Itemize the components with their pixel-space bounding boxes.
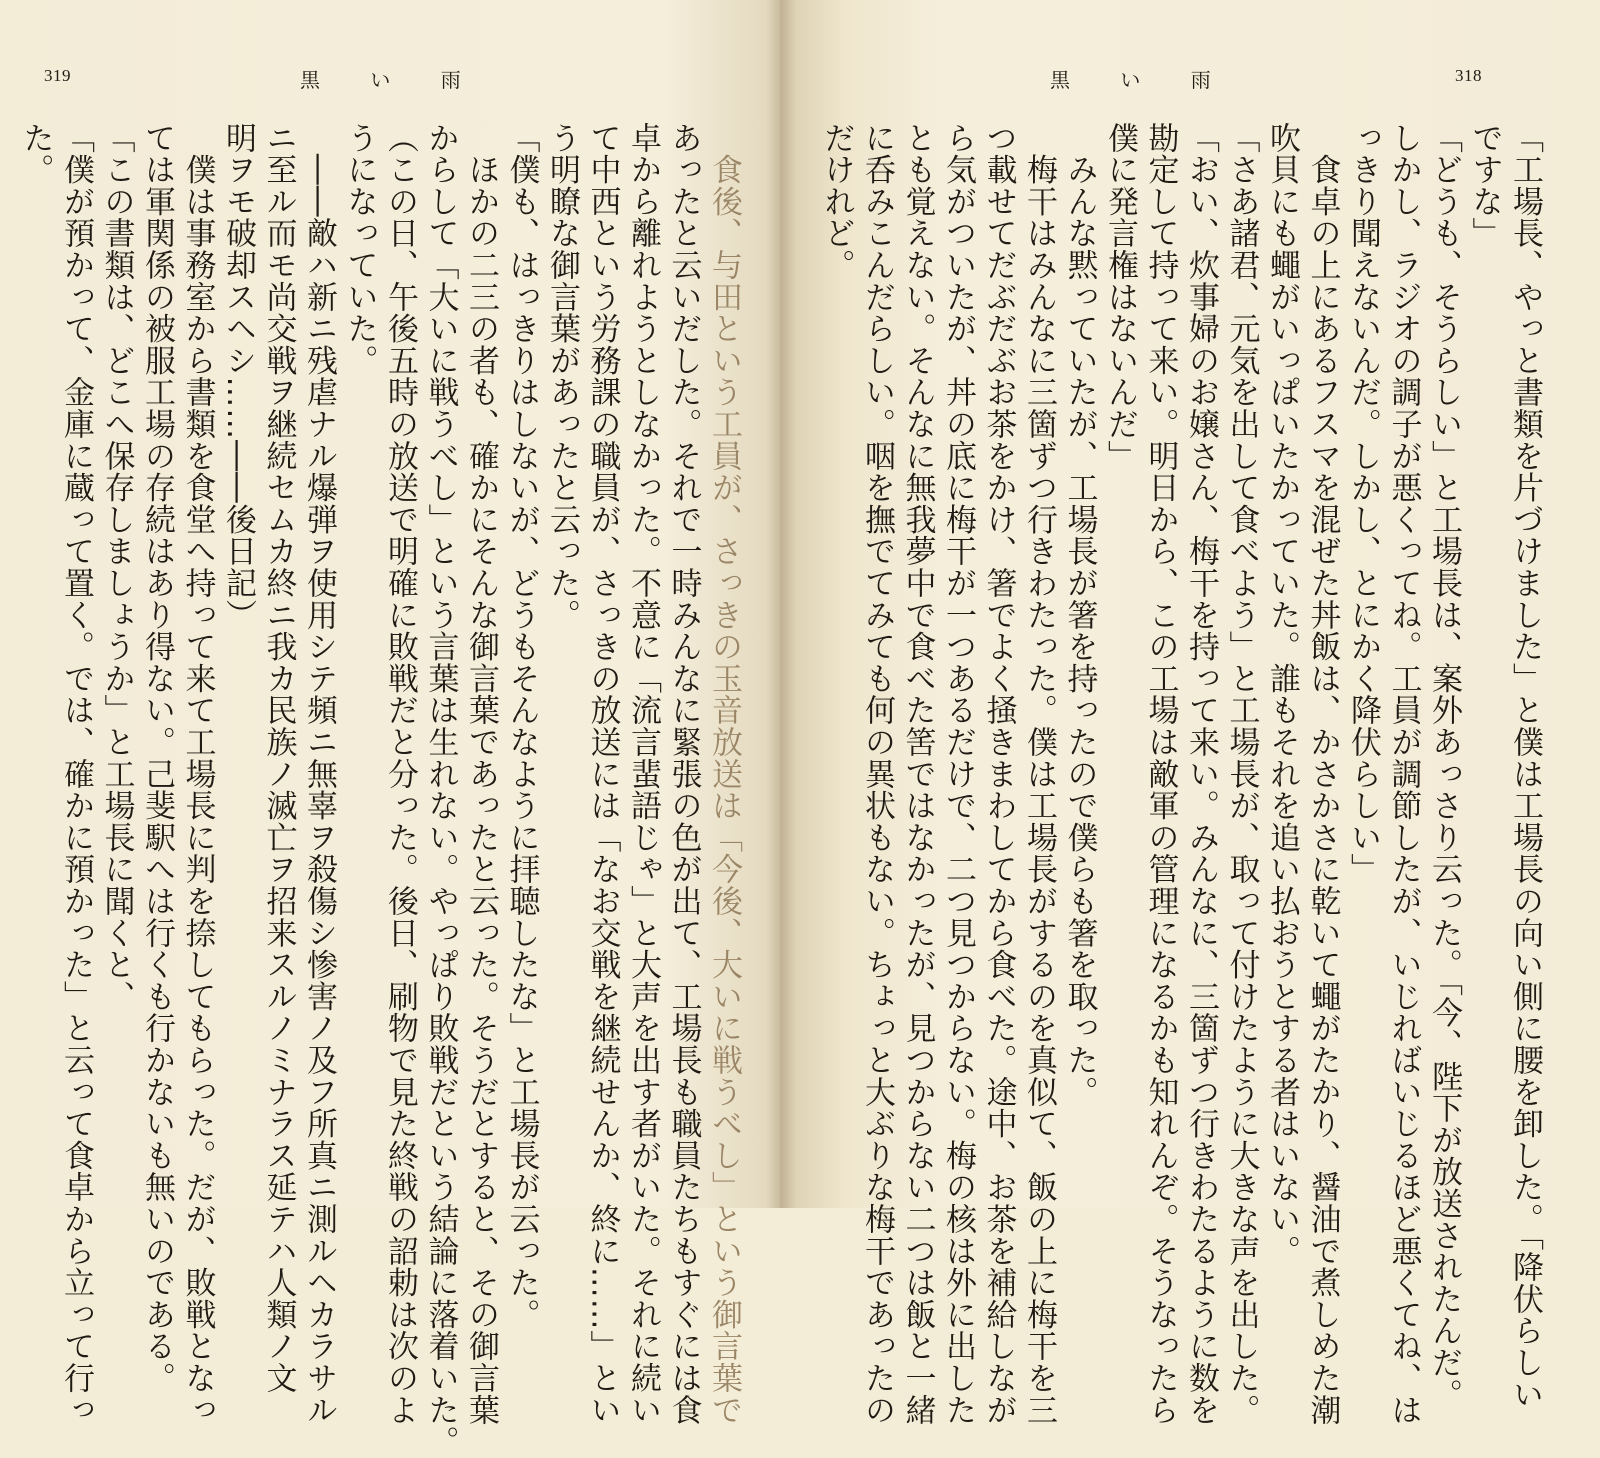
- text-line: とも覚えない。そんなに無我夢中で食べた筈ではなかったが、見つからない二つは飯と一緒: [899, 122, 936, 1426]
- text-line: 「工場長、やっと書類を片づけました」と僕は工場長の向い側に腰を卸した。「降伏らしい: [1507, 122, 1543, 1411]
- right-page: [780, 0, 1600, 1426]
- body-text: [17, 122, 744, 1458]
- page-number: 318: [1455, 66, 1482, 85]
- text-line: ニ至ル而モ尚交戦ヲ継続セムカ終ニ我カ民族ノ滅亡ヲ招来スルノミナラス延テハ人類ノ文: [260, 122, 297, 1394]
- text-line: ら気がついたが、丼の底に梅干が一つあるだけで、二つ見つからない。梅の核は外に出した: [940, 122, 976, 1426]
- text-line: からして「大いに戦うべし」という言葉は生れない。やっぱり敗戦だという結論に落着いた。: [422, 122, 459, 1458]
- text-line: しかし、ラジオの調子が悪くってね。工員が調節したが、いじればいじるほど悪くてね、は: [1385, 122, 1422, 1426]
- text-line: て中西という労務課の職員が、さっきの放送には「なお交戦を継続せんか、終に……」とい: [584, 122, 621, 1426]
- running-head: 黒 い 雨: [1050, 68, 1233, 92]
- text-line: 「この書類は、どこへ保存しましょうか」と工場長に聞くと、: [98, 122, 135, 1013]
- text-line: た。: [17, 122, 54, 186]
- text-line: 卓から離れようとしなかった。不意に「流言蜚語じゃ」と大声を出す者がいた。それに続い: [625, 122, 661, 1426]
- text-line: 食卓の上にあるフスマを混ぜた丼飯は、かさかさに乾いて蠅がたかり、醤油で煮しめた潮: [1304, 122, 1341, 1426]
- text-line: 「さあ諸君、元気を出して食べよう」と工場長が、取って付けたように大きな声を出した。: [1223, 122, 1260, 1426]
- text-line: みんな黙っていたが、工場長が箸を持ったので僕らも箸を取った。: [1061, 122, 1098, 1108]
- text-line: 勘定して持って来い。明日から、この工場は敵軍の管理になるかも知れんぞ。そうなったら: [1142, 122, 1179, 1426]
- text-line: だけれど。: [818, 122, 855, 281]
- text-line: あったと云いだした。それで一時みんなに緊張の色が出て、工場長も職員たちもすぐには食: [665, 122, 702, 1426]
- text-line: に呑みこんだらしい。咽を撫でてみても何の異状もない。ちょっと大ぶりな梅干であったの: [859, 122, 895, 1426]
- text-line: 僕は事務室から書類を食堂へ持って来て工場長に判を捺してもらった。だが、敗戦となっ: [179, 122, 216, 1426]
- text-line: 明ヲモ破却スヘシ……――後日記）: [220, 122, 256, 631]
- text-line: 僕に発言権はないんだ」: [1102, 122, 1138, 472]
- text-line: ほかの二三の者も、確かにそんな御言葉であったと云った。そうだとすると、その御言葉: [463, 122, 499, 1426]
- running-head: 黒 い 雨: [300, 68, 483, 92]
- text-line: つ載せてだぶだぶお茶をかけ、箸でよく掻きまわしてから食べた。途中、お茶を補給しなが: [980, 122, 1017, 1426]
- book-gutter: [766, 0, 796, 1208]
- text-line: （この日、午後五時の放送で明確に敗戦だと分った。後日、刷物で見た終戦の詔勅は次のよ: [382, 122, 418, 1426]
- left-page: [0, 0, 780, 1458]
- text-line: ては軍関係の被服工場の存続はあり得ない。己斐駅へは行くも行かないも無いのである。: [139, 122, 175, 1394]
- text-line: うになっていた。: [341, 122, 378, 377]
- text-line: う明瞭な御言葉があったと云った。: [544, 122, 580, 631]
- text-line: 「どうも、そうらしい」と工場長は、案外あっさり云った。「今、陛下が放送されたんだ。: [1426, 122, 1462, 1411]
- text-line: 食後、与田という工員が、さっきの玉音放送は「今後、大いに戦うべし」という御言葉で: [706, 122, 742, 1426]
- text-line: 梅干はみんなに三箇ずつ行きわたった。僕は工場長がするのを真似て、飯の上に梅干を三: [1021, 122, 1057, 1426]
- text-line: っきり聞えないんだ。しかし、とにかく降伏らしい」: [1345, 122, 1381, 886]
- text-line: 「僕が預かって、金庫に蔵って置く。では、確かに預かった」と云って食卓から立って行っ: [58, 122, 94, 1426]
- text-line: 「おい、炊事婦のお嬢さん、梅干を持って来い。みんなに、三箇ずつ行きわたるように数を: [1183, 122, 1219, 1426]
- text-line: 「僕も、はっきりはしないが、どうもそんなように拝聴したな」と工場長が云った。: [503, 122, 540, 1331]
- text-line: ですな」: [1466, 122, 1503, 250]
- body-text: [810, 122, 1545, 1426]
- page-number: 319: [44, 66, 71, 85]
- text-line: ――敵ハ新ニ残虐ナル爆弾ヲ使用シテ頻ニ無辜ヲ殺傷シ惨害ノ及フ所真ニ測ルヘカラサル: [301, 122, 337, 1426]
- text-line: 吹貝にも蠅がいっぱいたかっていた。誰もそれを追い払おうとする者はいない。: [1264, 122, 1300, 1267]
